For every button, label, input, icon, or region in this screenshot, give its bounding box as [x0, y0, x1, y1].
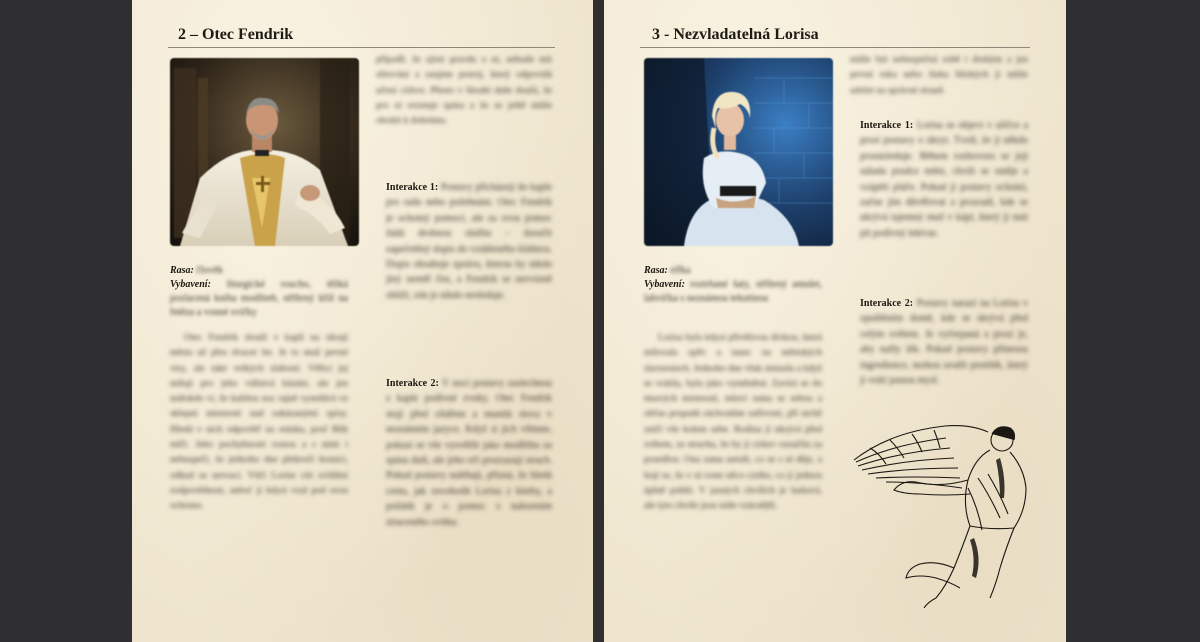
- intro-text: Lorisa byla kdysi přívětivou dívkou, která milovala zpěv a tanec na městských slavnostech. Jednoho dne však zmizela a když se vrátila, byla jako vyměněná. Zavírá se do tmavých místností, mluví sama se sebou a občas propadá záchvatům zuřivosti, při nichž zničí vše kolem sebe. Rodina ji ukrývá před světem, ze strachu, že by ji církev označila za posedlou. Ona sama netuší, co se s ní děje, a bojí se, že v ní roste něco cizího, co ji jednou úplně pohltí. V jasných chvílích je laskavá, ale tyto chvíle jsou stále vzácnější.: [644, 332, 822, 512]
- race-value: člověk: [196, 265, 224, 276]
- race-row: [170, 264, 360, 278]
- interaction-2: [386, 376, 552, 530]
- interaction-1: [860, 118, 1028, 241]
- intro-text: Otec Fendrik slouží v kapli na okraji města už přes dvacet let. Je to muž pevné víry, ale také velkých slabostí. Věřící jej milují pro jeho vášnivá kázání, ale jen málokdo ví, že každou noc tajně vysedává ve sklepní místnosti nad zakázanými spisy. Hledá v nich odpověď na otázku, proč Bůh mlčí. Jeho pochybnosti rostou a s nimi i nebezpečí, že jednoho dne překročí hranici, odkud se nevrací. Vůči Lorise cítí zvláštní zodpovědnost, neboť ji kdysi vzal pod svou ochranu.: [170, 332, 348, 512]
- column2-top-text: může být nebezpečná sobě i druhým a jen pevná ruka nebo láska blízkých ji může udržet na správné straně.: [850, 54, 1028, 96]
- girl-portrait: [644, 58, 833, 246]
- page-right: [604, 0, 1066, 642]
- priest-portrait: [170, 58, 359, 246]
- equipment-row: [170, 278, 348, 320]
- equipment-row: [644, 278, 822, 306]
- girl-portrait-image: [644, 58, 833, 246]
- equipment-text: liturgické roucho, těžká pozlacená kniha modliteb, stříbrný kříž na řetězu a vonné svíčky: [170, 279, 348, 318]
- interaction-2: [860, 296, 1028, 388]
- equipment-text: roztrhané šaty, stříbrný amulet, lahvička s neznámou tekutinou: [644, 279, 822, 304]
- column2-top-text: případě, že zjistí pravdu o ní, nebude mít slitování a zaujme postoj, který odpovídá učení církve. Přesto v hloubi duše doufá, že pro ni existuje spása a že se ještě může obrátit k dobrému.: [376, 54, 552, 127]
- interaction-2-label: Interakce 2:: [860, 298, 914, 309]
- interaction-1-text: Postavy přicházejí do kaple pro radu nebo požehnání. Otec Fendrik je ochotný pomoci, ale za svou pomoc žádá drobnou službu – doručit zapečetěný dopis do vzdáleného kláštera. Dopis obsahuje zprávu, kterou by nikdo jiný neměl číst, a Fendrik se nervózně ohlíží, zda je nikdo nesleduje.: [386, 182, 553, 301]
- interaction-1-label: Interakce 1:: [860, 120, 914, 131]
- heading-rule: [640, 47, 1030, 48]
- interaction-1-text: Lorisa se objeví v uličce a prosí postavy o úkryt. Tvrdí, že ji někdo pronásleduje. Během rozhovoru se její nálada prudce mění, chvíli se směje a vzápětí pláče. Pokud ji postavy ochrání, začne jim důvěřovat a prozradí, kde se ukrývá tajemný muž v kápi, který ji nutí pít podivný lektvar.: [860, 120, 1029, 239]
- race-value: elfka: [670, 265, 691, 276]
- equipment-label: Vybavení:: [170, 279, 211, 290]
- heading-rule: [168, 47, 555, 48]
- race-label: Rasa:: [170, 265, 194, 276]
- race-row: [644, 264, 834, 278]
- page-heading: 3 - Nezvladatelná Lorisa: [652, 26, 819, 43]
- angel-illustration: [850, 418, 1032, 608]
- interaction-2-text: V noci postavy zaslechnou z kaple podivné zvuky. Otec Fendrik stojí před oltářem a mumlá slova v neznámém jazyce. Když si jich všimne, pokusí se vše vysvětlit jako modlitbu za spásu duší, ale jeho oči prozrazují strach. Pokud postavy naléhají, přizná, že hledá cestu, jak osvobodit Lorisu z kletby, a požádá je o pomoc s nalezením ztraceného svitku.: [386, 378, 552, 528]
- priest-portrait-image: [170, 58, 359, 246]
- page-heading: 2 – Otec Fendrik: [178, 26, 294, 43]
- interaction-2-text: Postavy narazí na Lorisu v opuštěném domě, kde se skrývá před celým světem. Je vyčerpaná a prosí je, aby našly lék. Pokud postavy přinesou ingredience, mohou uvařit protilék, který jí vrátí jasnou mysl.: [860, 298, 1029, 387]
- page-left: [132, 0, 593, 642]
- interaction-1-label: Interakce 1:: [386, 182, 439, 193]
- race-label: Rasa:: [644, 265, 668, 276]
- equipment-label: Vybavení:: [644, 279, 685, 290]
- interaction-2-label: Interakce 2:: [386, 378, 439, 389]
- interaction-1: [386, 180, 552, 303]
